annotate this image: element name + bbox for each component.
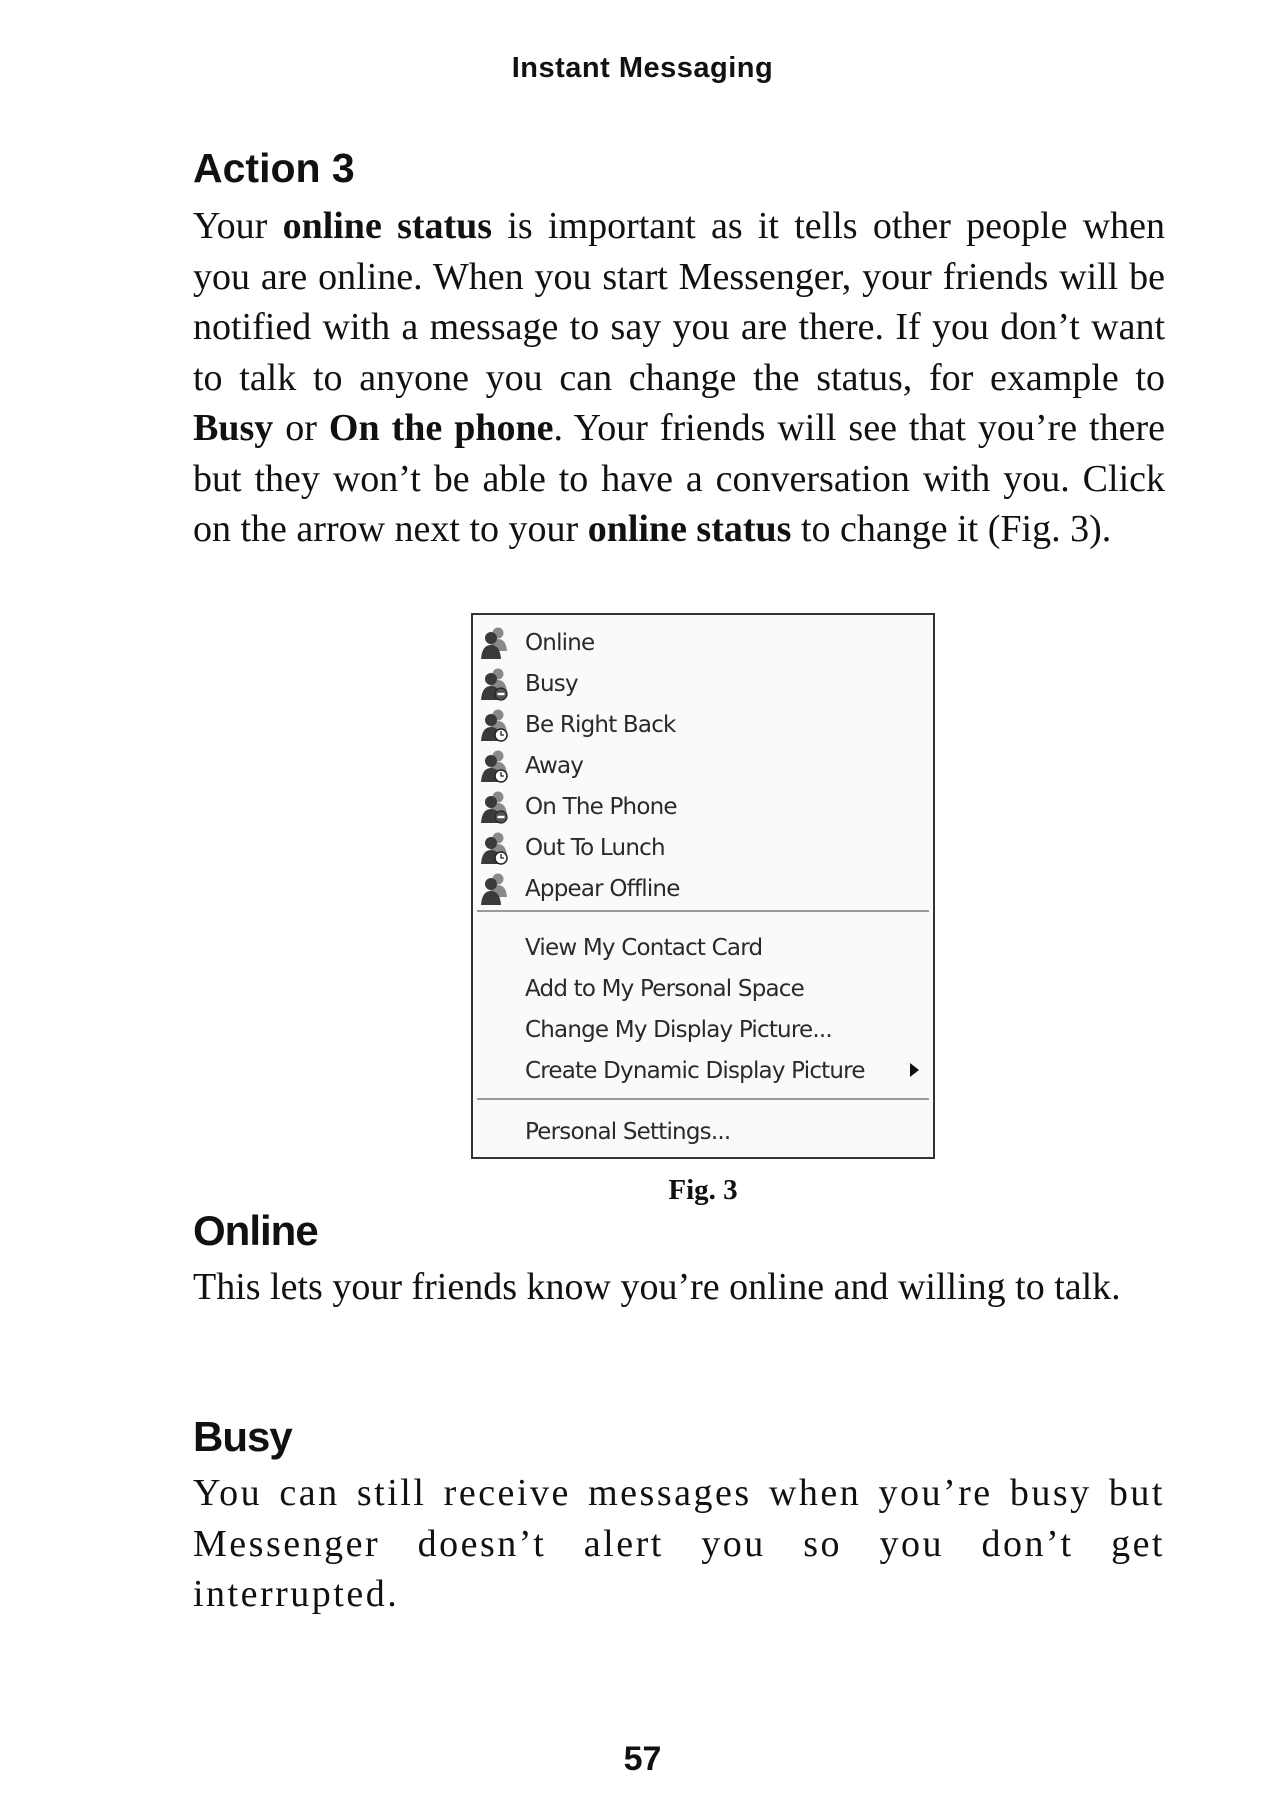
action-text-3: or bbox=[273, 407, 329, 449]
action-section bbox=[193, 145, 1166, 555]
menu-item-add-personal-space[interactable] bbox=[473, 969, 933, 1009]
page-number: 57 bbox=[623, 1740, 662, 1778]
menu-item-label: Busy bbox=[525, 671, 578, 697]
user-phone-icon bbox=[479, 789, 509, 825]
menu-item-label: Add to My Personal Space bbox=[525, 976, 804, 1002]
busy-paragraph: You can still receive messages when you’re busy but Messenger doesn’t alert you so you don’t get interrupted. bbox=[193, 1472, 1165, 1615]
menu-item-change-display-picture[interactable] bbox=[473, 1010, 933, 1050]
menu-item-status[interactable] bbox=[473, 664, 933, 704]
user-busy-icon bbox=[479, 666, 509, 702]
menu-item-label: Be Right Back bbox=[525, 712, 676, 738]
menu-item-status[interactable] bbox=[473, 787, 933, 827]
menu-item-status[interactable] bbox=[473, 828, 933, 868]
menu-item-status[interactable] bbox=[473, 869, 933, 909]
menu-item-label: Create Dynamic Display Picture bbox=[525, 1058, 865, 1084]
action-bold-online-status-2: online status bbox=[587, 508, 792, 550]
online-heading: Online bbox=[193, 1207, 318, 1254]
action-paragraph bbox=[193, 201, 1165, 555]
menu-item-label: Out To Lunch bbox=[525, 835, 665, 861]
menu-item-label: Change My Display Picture... bbox=[525, 1017, 832, 1043]
action-text-4: . Your friends will see that you’re there but they won’t be able to have a conversation with you. Click on the arrow next to your bbox=[193, 407, 1165, 550]
menu-item-label: Away bbox=[525, 753, 584, 779]
menu-item-label: On The Phone bbox=[525, 794, 677, 820]
online-section bbox=[193, 1207, 1165, 1313]
status-menu bbox=[471, 613, 935, 1159]
menu-item-status[interactable] bbox=[473, 705, 933, 745]
user-clock-icon bbox=[479, 830, 509, 866]
busy-heading: Busy bbox=[193, 1413, 292, 1460]
menu-item-view-contact-card[interactable] bbox=[473, 928, 933, 968]
online-paragraph: This lets your friends know you’re online and willing to talk. bbox=[193, 1266, 1121, 1308]
figure-caption: Fig. 3 bbox=[668, 1174, 738, 1206]
action-heading: Action 3 bbox=[193, 145, 355, 191]
menu-item-status[interactable] bbox=[473, 623, 933, 663]
action-bold-busy: Busy bbox=[193, 407, 274, 449]
busy-section bbox=[193, 1413, 1165, 1620]
menu-item-label: View My Contact Card bbox=[525, 935, 763, 961]
menu-item-label: Appear Offline bbox=[525, 876, 680, 902]
action-text-1: Your bbox=[193, 205, 283, 247]
action-bold-online-status: online status bbox=[282, 205, 493, 247]
menu-item-label: Online bbox=[525, 630, 595, 656]
user-offline-icon bbox=[479, 871, 509, 907]
user-clock-icon bbox=[479, 748, 509, 784]
menu-item-status[interactable] bbox=[473, 746, 933, 786]
menu-separator bbox=[477, 910, 929, 912]
menu-item-label: Personal Settings... bbox=[525, 1119, 731, 1145]
action-text-2: is important as it tells other people when you are online. When you start Messenger, your friends will be notified with a message to say you are there. If you don’t want to talk to anyone you can change the status, for example to bbox=[193, 205, 1166, 399]
submenu-arrow-icon bbox=[910, 1063, 919, 1077]
menu-item-personal-settings[interactable] bbox=[473, 1112, 933, 1152]
menu-separator bbox=[477, 1098, 929, 1100]
menu-item-create-dynamic-picture[interactable] bbox=[473, 1051, 933, 1091]
running-head: Instant Messaging bbox=[511, 52, 774, 84]
user-clock-icon bbox=[479, 707, 509, 743]
user-online-icon bbox=[479, 625, 509, 661]
action-bold-on-the-phone: On the phone bbox=[328, 407, 554, 449]
action-text-5: to change it (Fig. 3). bbox=[791, 508, 1112, 550]
